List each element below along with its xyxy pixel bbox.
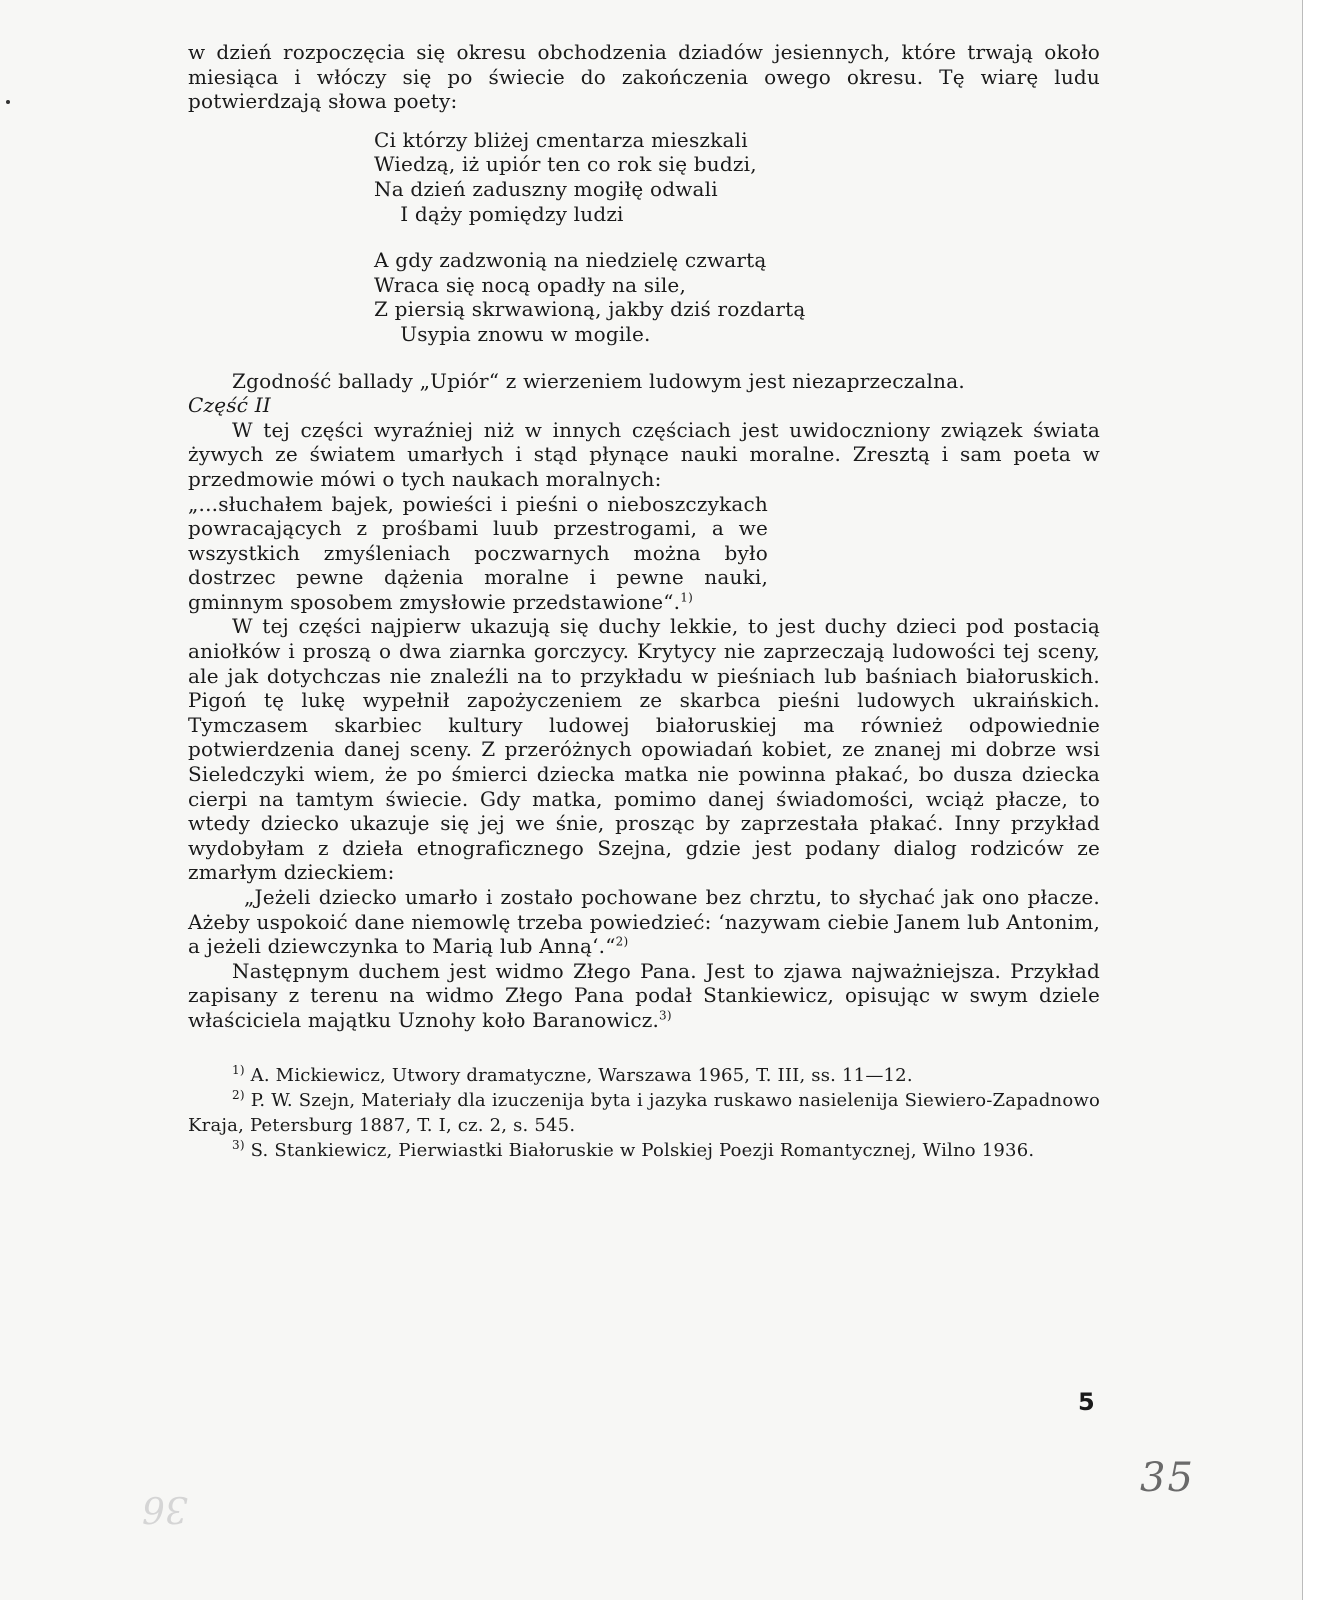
footnote-marker: 3) xyxy=(232,1137,245,1152)
poem-line: Wraca się nocą opadły na sile, xyxy=(374,272,687,297)
poem-stanza-1 xyxy=(374,128,1100,226)
footnote-marker: 2) xyxy=(232,1087,245,1102)
handwritten-archive-number: 35 xyxy=(1140,1455,1195,1501)
footnote-ref: 3) xyxy=(659,1008,672,1023)
paragraph-text: Następnym duchem jest widmo Złego Pana. Jest to zjawa najważniejsza. Przykład zapisany z terenu na widmo Złego Pana podał Stankiewicz, opisując w swym dziele właściciela majątku Uznohy koło Baranowicz. xyxy=(188,958,1100,1032)
section-heading: Część II xyxy=(188,393,271,418)
footnote-marker: 1) xyxy=(232,1062,245,1077)
paragraph-evil-lord xyxy=(188,959,1100,1033)
poem-line: Z piersią skrwawioną, jakby dziś rozdartą xyxy=(374,297,806,322)
page-edge xyxy=(1302,0,1323,1600)
footnote-ref: 1) xyxy=(680,590,693,605)
poem-line: A gdy zadzwonią na niedzielę czwartą xyxy=(374,248,767,273)
paragraph-part-2: W tej części wyraźniej niż w innych częściach jest uwidoczniony związek świata żywych ze światem umarłych i stąd płynące nauki moralne. Zresztą i sam poeta w przedmowie mówi o tych naukach moralnych: xyxy=(188,417,1100,491)
margin-mark xyxy=(6,100,10,104)
footnote-1 xyxy=(188,1063,1100,1088)
poem-line: Na dzień zaduszny mogiłę odwali xyxy=(374,176,718,201)
poem-quote xyxy=(374,128,1100,347)
poem-line: Usypia znowu w mogile. xyxy=(374,321,651,346)
footnote-3 xyxy=(188,1138,1100,1163)
page-number: 5 xyxy=(1078,1388,1095,1416)
block-quote-preface xyxy=(188,492,768,615)
footnote-2 xyxy=(188,1088,1100,1138)
footnote-text: S. Stankiewicz, Pierwiastki Białoruskie w Polskiej Poezji Romantycznej, Wilno 1936. xyxy=(250,1139,1035,1161)
quote-text: „Jeżeli dziecko umarło i zostało pochowane bez chrztu, to słychać jak ono płacze. Ażeby uspokoić dane niemowlę trzeba powiedzieć: ‘nazywam ciebie Janem lub Antonim, a jeżeli dziewczynka to Marią lub Anną‘.“ xyxy=(188,885,1100,959)
paragraph-spirits: W tej części najpierw ukazują się duchy lekkie, to jest duchy dzieci pod postacią aniołków i proszą o dwa ziarnka gorczycy. Krytycy nie zaprzeczają ludowości tej sceny, ale jak dotychczas nie znaleźli na to przykładu w pieśniach lub baśniach białoruskich. Pigoń tę lukę wypełnił zapożyczeniem ze skarbca pieśni ludowych ukraińskich. Tymczasem skarbiec kultury ludowej białoruskiej ma również odpowiednie potwierdzenia danej sceny. Z przeróżnych opowiadań kobiet, ze znanej mi dobrze wsi Sieledczyki wiem, że po śmierci dziecka matka nie powinna płakać, bo dusza dziecka cierpi na tamtym świecie. Gdy matka, pomimo danej świadomości, wciąż płacze, to wtedy dziecko ukazuje się jej we śnie, prosząc by zaprzestała płakać. Inny przykład wydobyłam z dzieła etnograficznego Szejna, gdzie jest podany dialog rodziców ze zmarłym dzieckiem: xyxy=(188,614,1100,885)
quote-text: „...słuchałem bajek, powieści i pieśni o nieboszczykach powracających z prośbami luub przestrogami, a we wszystkich zmyśleniach poczwarnych można było dostrzec pewne dążenia moralne i pewne nauki, gminnym sposobem zmysłowie przedstawione“. xyxy=(188,491,768,614)
paragraph-intro: w dzień rozpoczęcia się okresu obchodzenia dziadów jesiennych, które trwają około miesiąca i włóczy się po świecie do zakończenia owego okresu. Tę wiarę ludu potwierdzają słowa poety: xyxy=(188,40,1100,114)
poem-line: Ci którzy bliżej cmentarza mieszkali xyxy=(374,127,748,152)
footnote-text: A. Mickiewicz, Utwory dramatyczne, Warszawa 1965, T. III, ss. 11—12. xyxy=(250,1064,913,1086)
footnote-ref: 2) xyxy=(615,934,629,949)
handwritten-mirror-number: 36 xyxy=(142,1488,188,1529)
poem-line: I dąży pomiędzy ludzi xyxy=(374,201,624,226)
block-quote-szejn xyxy=(188,885,1100,959)
body-text xyxy=(188,40,1100,1163)
poem-stanza-2 xyxy=(374,248,1100,346)
footnote-text: P. W. Szejn, Materiały dla izuczenija byta i jazyka ruskawo nasielenija Siewiero-Zapadnowo Kraja, Petersburg 1887, T. I, cz. 2, s. 545. xyxy=(188,1089,1101,1136)
poem-line: Wiedzą, iż upiór ten co rok się budzi, xyxy=(374,152,757,177)
paragraph-ballad: Zgodność ballady „Upiór“ z wierzeniem ludowym jest niezaprzeczalna. xyxy=(232,368,965,393)
footnotes xyxy=(188,1063,1100,1163)
